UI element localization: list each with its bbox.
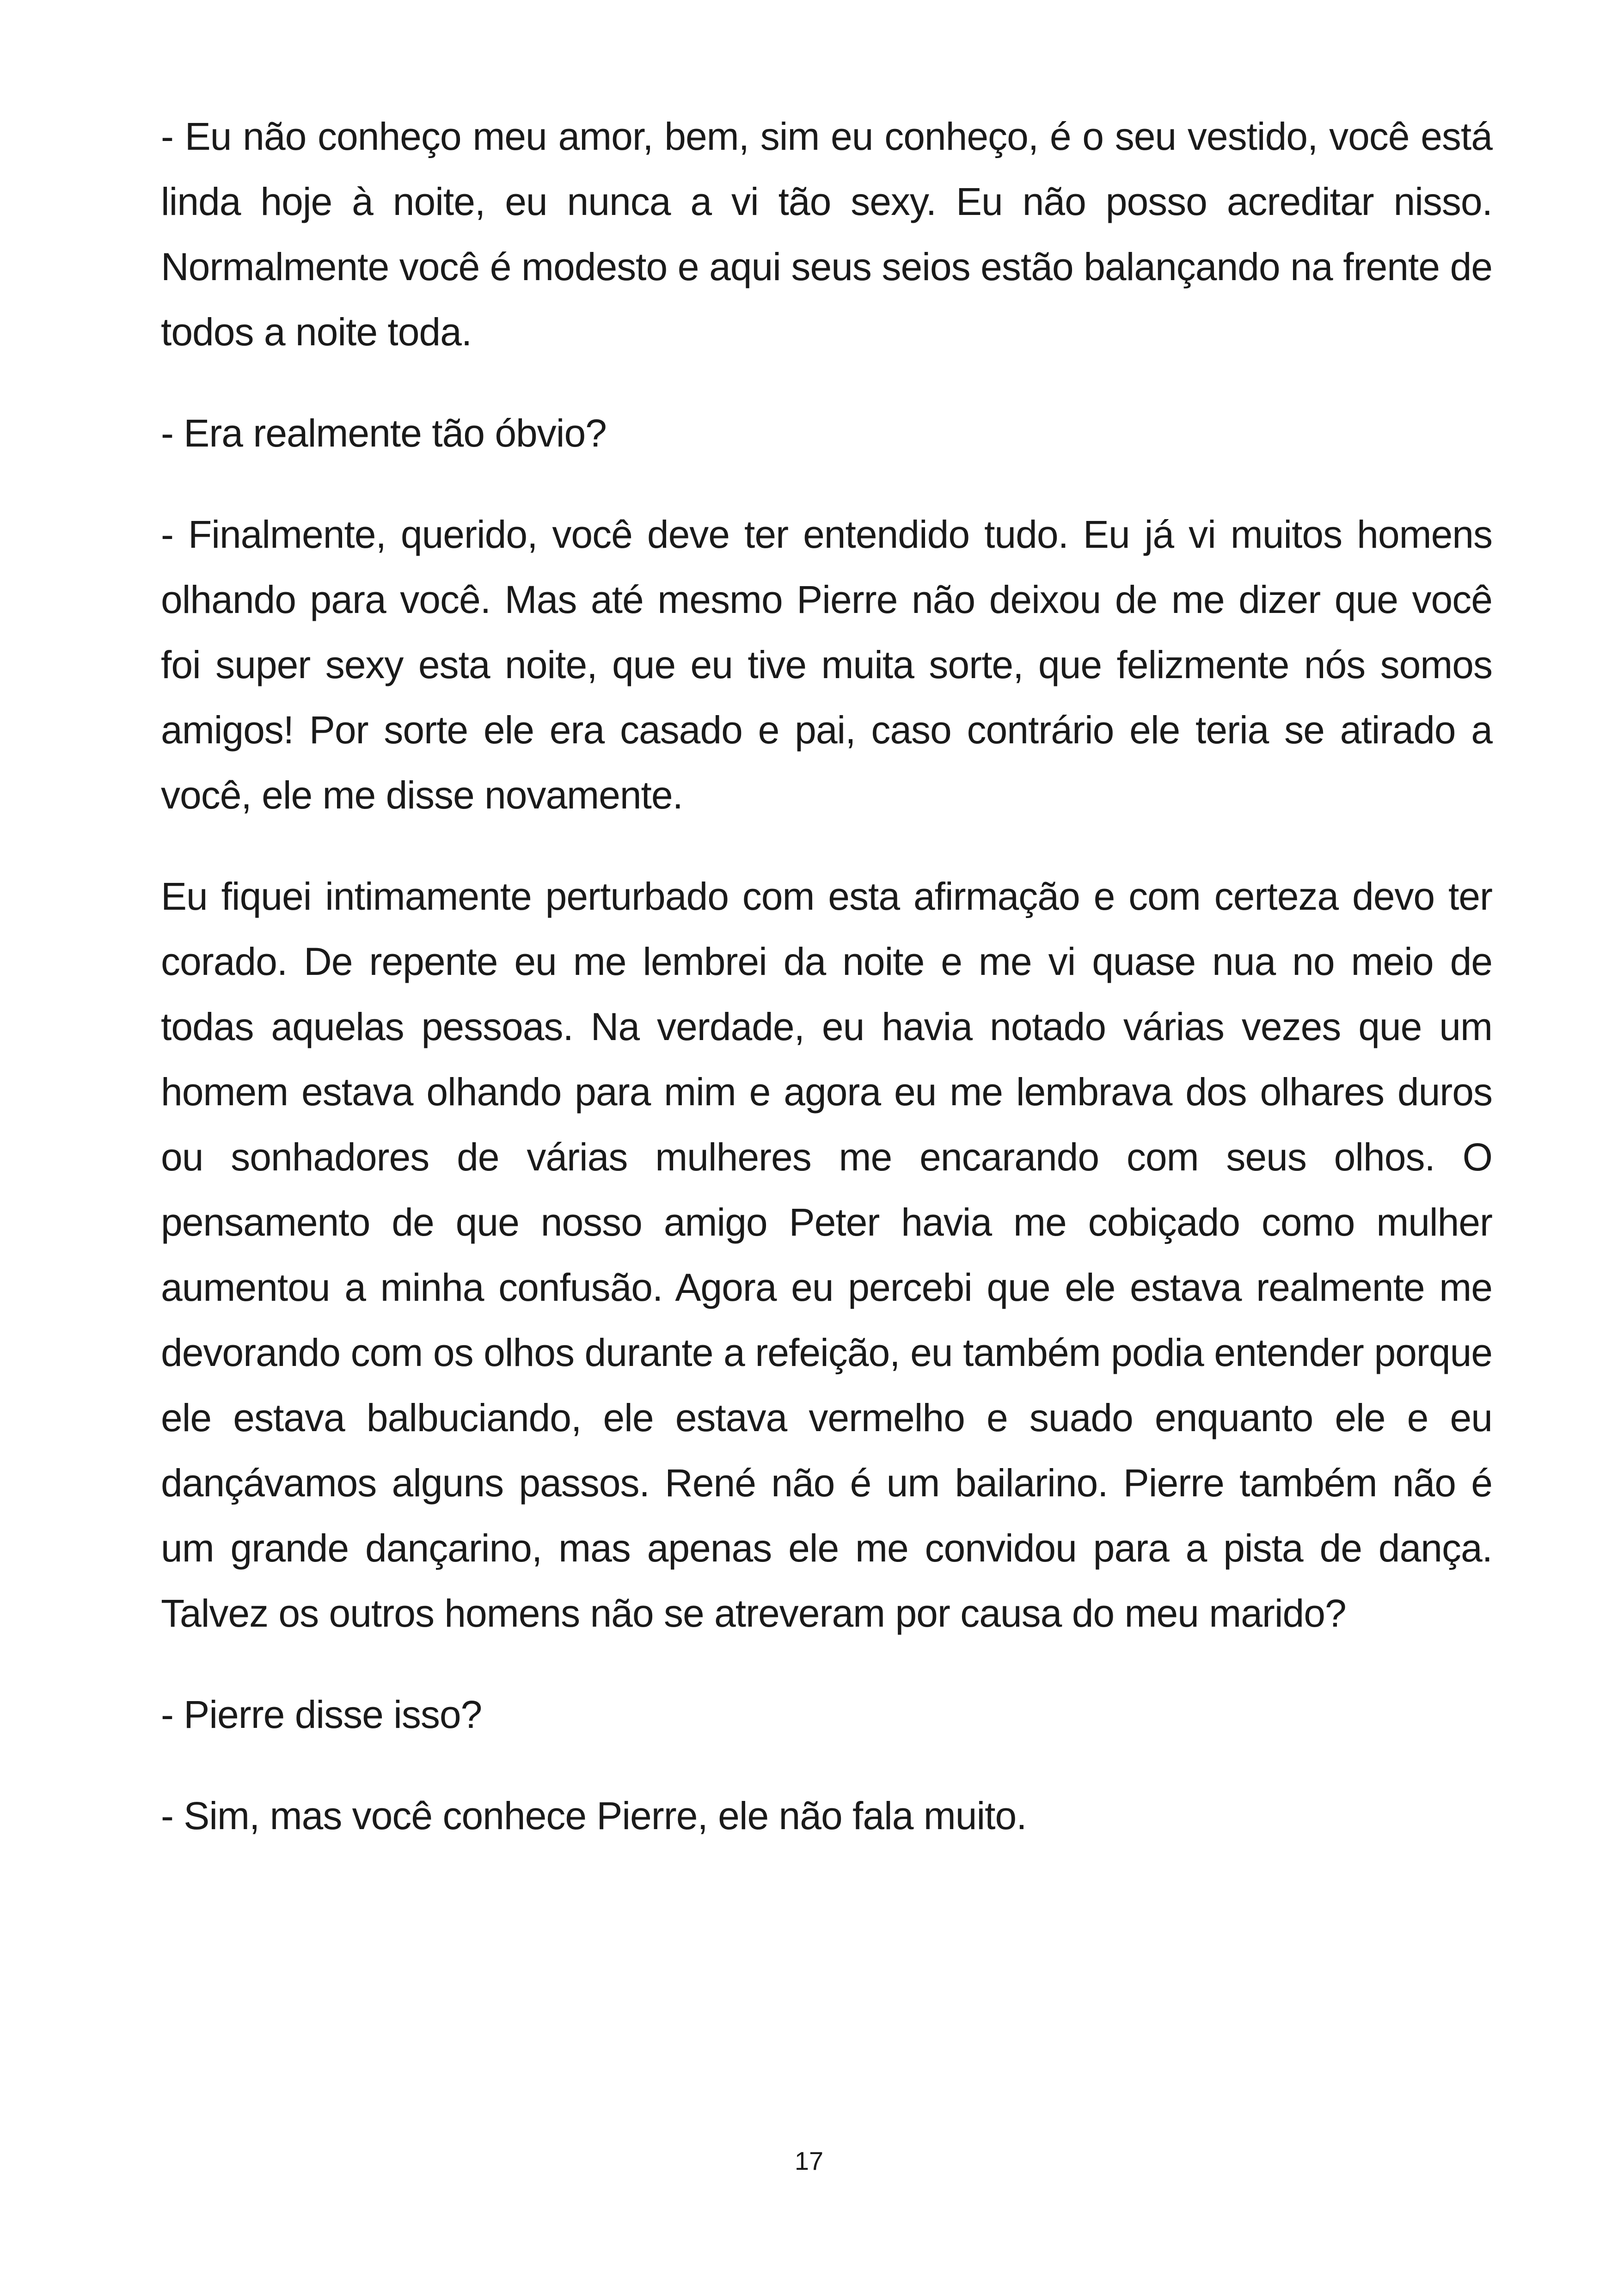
- body-text: [161, 104, 1492, 1885]
- paragraph-5: - Pierre disse isso?: [161, 1693, 482, 1736]
- paragraph-6: - Sim, mas você conhece Pierre, ele não fala muito.: [161, 1794, 1027, 1837]
- paragraph-2: - Era realmente tão óbvio?: [161, 411, 607, 455]
- page-number: 17: [794, 2146, 824, 2175]
- paragraph-4: Eu fiquei intimamente perturbado com esta afirmação e com certeza devo ter corado. De repente eu me lembrei da noite e me vi quase nua no meio de todas aquelas pessoas. Na verdade, eu havia notado várias vezes que um homem estava olhando para mim e agora eu me lembrava dos olhares duros ou sonhadores de várias mulheres me encarando com seus olhos. O pensamento de que nosso amigo Peter havia me cobiçado como mulher aumentou a minha confusão. Agora eu percebi que ele estava realmente me devorando com os olhos durante a refeição, eu também podia entender porque ele estava balbuciando, ele estava vermelho e suado enquanto ele e eu dançávamos alguns passos. René não é um bailarino. Pierre também não é um grande dançarino, mas apenas ele me convidou para a pista de dança. Talvez os outros homens não se atreveram por causa do meu marido?: [161, 875, 1492, 1635]
- paragraph-3: - Finalmente, querido, você deve ter entendido tudo. Eu já vi muitos homens olhando para você. Mas até mesmo Pierre não deixou de me dizer que você foi super sexy esta noite, que eu tive muita sorte, que felizmente nós somos amigos! Por sorte ele era casado e pai, caso contrário ele teria se atirado a você, ele me disse novamente.: [161, 513, 1492, 817]
- paragraph-1: - Eu não conheço meu amor, bem, sim eu conheço, é o seu vestido, você está linda hoje à noite, eu nunca a vi tão sexy. Eu não posso acreditar nisso. Normalmente você é modesto e aqui seus seios estão balançando na frente de todos a noite toda.: [161, 115, 1492, 354]
